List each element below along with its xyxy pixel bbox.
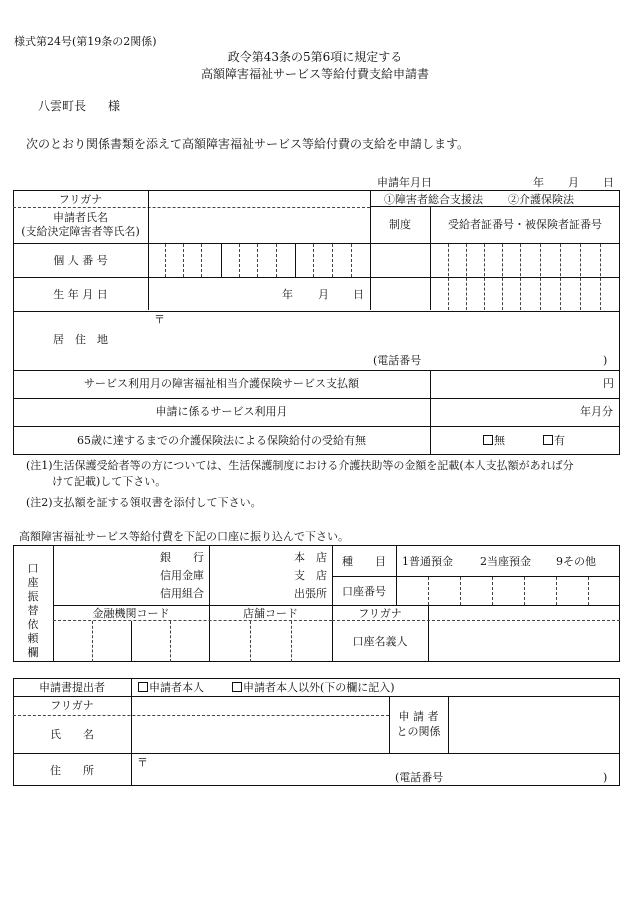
submitter-postal-mark: 〒: [137, 756, 148, 769]
service-month-label: 申請に係るサービス利用月: [155, 405, 288, 418]
bank-type-credit-bank: 信用金庫: [160, 569, 204, 582]
phone-close: ): [603, 354, 608, 367]
postal-mark: 〒: [154, 313, 165, 326]
branch-code-label: 店舗コード: [243, 607, 298, 620]
personal-number-label: 個 人 番 号: [53, 254, 108, 267]
submitter-phone-label: (電話番号: [395, 771, 444, 784]
relation-sublabel: との関係: [396, 725, 441, 738]
law-option-1: ①障害者総合支援法: [384, 193, 483, 206]
applicant-name-sublabel: (支給決定障害者等氏名): [21, 225, 140, 238]
addressee: 八雲町長: [38, 99, 87, 113]
system-label: 制度: [389, 218, 411, 231]
branch-type-sub: 出張所: [294, 587, 327, 600]
option-no[interactable]: [483, 435, 505, 446]
application-date-label: 申請年月日: [377, 176, 432, 189]
phone-label: (電話番号: [373, 354, 422, 367]
yen-unit: 円: [603, 377, 614, 390]
bank-furigana-label: フリガナ: [358, 607, 402, 620]
yes-checkbox-icon[interactable]: [543, 435, 553, 445]
age65-question: 65歳に達するまでの介護保険法による保険給付の受給有無: [77, 434, 366, 447]
address-label: 居 住 地: [53, 333, 108, 346]
option-yes-label: 有: [554, 434, 565, 447]
option-yes[interactable]: [543, 435, 565, 446]
submitter-option-self[interactable]: [138, 682, 204, 693]
self-checkbox-icon[interactable]: [138, 682, 148, 692]
application-year-unit: 年: [533, 176, 544, 189]
cert-number-label: 受給者証番号・被保険者証番号: [448, 218, 602, 231]
branch-type-branch: 支 店: [294, 569, 327, 582]
application-month-unit: 月: [568, 176, 579, 189]
note-2: (注2)支払額を証する領収書を添付して下さい。: [26, 496, 262, 509]
note-1-cont: けて記載)して下さい。: [52, 475, 167, 488]
type-ordinary[interactable]: 1普通預金: [402, 555, 453, 568]
institution-code-label: 金融機関コード: [92, 607, 170, 620]
branch-type-head: 本 店: [294, 551, 327, 564]
relation-label: 申 請 者: [398, 710, 439, 723]
other-checkbox-icon[interactable]: [232, 682, 242, 692]
submitter-option-self-label: 申請者本人: [149, 681, 204, 694]
type-current[interactable]: 2当座預金: [480, 555, 531, 568]
title-line1: 政令第43条の5第6項に規定する: [227, 50, 403, 64]
submitter-option-other-label: 申請者本人以外(下の欄に記入): [243, 681, 395, 694]
submitter-furigana-label: フリガナ: [50, 699, 94, 712]
bank-type-credit-union: 信用組合: [160, 587, 204, 600]
title-line2: 高額障害福祉サービス等給付費支給申請書: [200, 67, 429, 81]
bank-type-bank: 銀 行: [160, 551, 204, 564]
birth-date-label: 生 年 月 日: [53, 288, 108, 301]
submitter-label: 申請書提出者: [39, 681, 105, 694]
account-holder-label: 口座名義人: [352, 635, 408, 648]
addressee-suffix: 様: [108, 99, 121, 113]
bank-intro: 高額障害福祉サービス等給付費を下記の口座に振り込んで下さい。: [19, 530, 349, 543]
law-option-2: ②介護保険法: [508, 193, 574, 206]
form-number: 様式第24号(第19条の2関係): [14, 35, 157, 48]
year-month-unit: 年月分: [580, 405, 613, 418]
note-1: (注1)生活保護受給者等の方については、生活保護制度における介護扶助等の金額を記載(本人支払額があれば分: [26, 459, 574, 472]
account-number-label: 口座番号: [342, 585, 386, 598]
option-no-label: 無: [494, 434, 505, 447]
account-type-label: 種 目: [342, 555, 386, 568]
bank-side-label: 口座振替依頼欄: [27, 562, 39, 659]
submitter-address-label: 住 所: [50, 764, 94, 777]
intro-text: 次のとおり関係書類を添えて高額障害福祉サービス等給付費の支給を申請します。: [26, 137, 470, 151]
application-day-unit: 日: [603, 176, 614, 189]
payment-amount-label: サービス利用月の障害福祉相当介護保険サービス支払額: [84, 377, 359, 390]
submitter-name-label: 氏 名: [50, 728, 94, 741]
no-checkbox-icon[interactable]: [483, 435, 493, 445]
submitter-phone-close: ): [603, 771, 608, 784]
furigana-label: フリガナ: [58, 193, 103, 206]
submitter-option-other[interactable]: [232, 682, 395, 693]
birth-day-unit: 日: [353, 288, 364, 301]
birth-year-unit: 年: [282, 288, 293, 301]
type-other[interactable]: 9その他: [556, 555, 596, 568]
birth-month-unit: 月: [318, 288, 329, 301]
applicant-name-label: 申請者氏名: [53, 211, 108, 224]
